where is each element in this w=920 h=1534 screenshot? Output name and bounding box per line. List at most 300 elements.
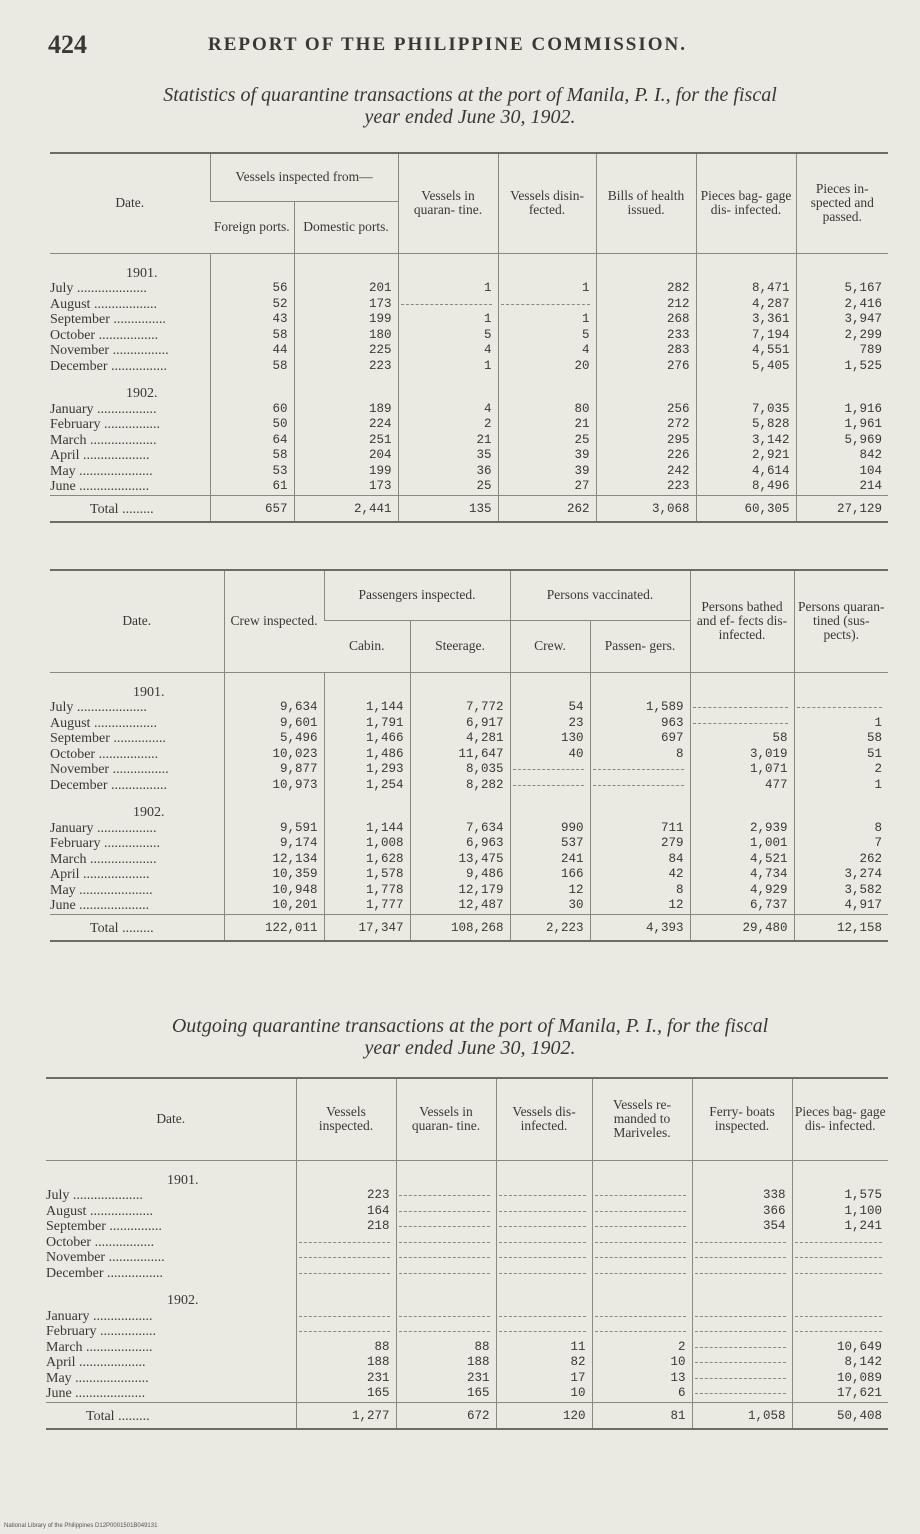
month-cell: August .................. [46,1203,153,1219]
year-row [46,1160,888,1188]
table-cell: 58 [210,328,294,344]
spacer-cell [398,374,498,402]
month-cell: April ................... [50,867,150,882]
table-cell: 52 [210,297,294,313]
header-bills: Bills of health issued. [596,153,696,253]
caption-line: year ended June 30, 1902. [364,1037,576,1059]
table-cell: 5,828 [696,417,796,433]
table-cell: 9,486 [410,867,510,883]
table-row [50,433,888,449]
table-cell: 12,487 [410,898,510,914]
persons-table [50,569,888,942]
spacer-cell [224,672,324,700]
empty-dash [595,1226,686,1227]
outgoing-table [46,1077,888,1430]
year-label: 1902. [126,386,158,401]
table-cell: 3,142 [696,433,796,449]
table-cell: 3,947 [796,312,888,328]
month-cell: October ................. [46,1234,155,1250]
page-number: 424 [48,30,87,59]
header-vessels-from: Vessels inspected from— [210,153,398,201]
table-cell: 214 [796,479,888,495]
table-cell: 10,948 [224,883,324,899]
table-cell: 7 [794,836,888,852]
table-row [46,1386,888,1402]
table-cell: 1 [498,281,596,297]
empty-dash [499,1242,586,1243]
month-cell: July .................... [46,1188,143,1203]
table-cell: 1,777 [324,898,410,914]
empty-dash [499,1257,586,1258]
table-cell [510,762,590,778]
table-cell [396,1324,496,1340]
table-cell: 50 [210,417,294,433]
table-cell [592,1324,692,1340]
table-row [50,328,888,344]
month-cell: September ............... [46,1219,162,1234]
spacer-cell [410,793,510,821]
empty-dash [399,1211,490,1212]
month-cell: February ................ [50,417,161,432]
table-cell: 2 [794,762,888,778]
empty-dash [499,1273,586,1274]
table-cell: 4 [398,402,498,418]
empty-dash [299,1316,390,1317]
table-cell: 1,916 [796,402,888,418]
table-cell: 276 [596,359,696,375]
table-cell: 212 [596,297,696,313]
table-cell: 242 [596,464,696,480]
table-cell: 9,174 [224,836,324,852]
total-cell: 1,277 [296,1402,396,1429]
table-cell: 241 [510,852,590,868]
table-cell: 537 [510,836,590,852]
table-cell: 10,201 [224,898,324,914]
table-cell [692,1340,792,1356]
empty-dash [695,1362,786,1363]
table-cell [496,1250,592,1266]
spacer-cell [690,672,794,700]
table-cell: 166 [510,867,590,883]
total-row [50,914,888,941]
spacer-cell [792,1160,888,1188]
table-cell [692,1266,792,1282]
table-cell: 165 [396,1386,496,1402]
table-cell: 1,791 [324,716,410,732]
empty-dash [795,1257,883,1258]
spacer-cell [592,1160,692,1188]
table-cell: 789 [796,343,888,359]
table-cell: 1 [794,716,888,732]
table-row [50,883,888,899]
header-disinfected: Vessels disin- fected. [498,153,596,253]
table-cell [296,1309,396,1325]
spacer-cell [324,793,410,821]
month-cell: March ................... [46,1339,153,1355]
header-vaccinated-crew: Crew. [510,620,590,672]
empty-dash [693,723,788,724]
table-cell: 6,737 [690,898,794,914]
total-cell: 135 [398,495,498,522]
table-cell: 1,008 [324,836,410,852]
table-cell: 1,578 [324,867,410,883]
header-vessels-remanded: Vessels re- manded to Mariveles. [592,1078,692,1160]
table-cell: 3,361 [696,312,796,328]
month-cell: May ..................... [50,463,153,479]
empty-dash [795,1273,883,1274]
table-row [50,700,888,716]
empty-dash [595,1195,686,1196]
total-label: Total ......... [50,914,224,941]
table-cell [692,1309,792,1325]
table-cell: 9,591 [224,821,324,837]
table-cell: 13 [592,1371,692,1387]
spacer-cell [294,374,398,402]
spacer-cell [396,1160,496,1188]
empty-dash [797,707,883,708]
table-row [50,448,888,464]
header-vaccinated-passengers: Passen- gers. [590,620,690,672]
empty-dash [595,1242,686,1243]
table-cell: 1,466 [324,731,410,747]
table-cell [296,1235,396,1251]
table-cell: 1 [498,312,596,328]
empty-dash [695,1378,786,1379]
table-row [46,1340,888,1356]
spacer-cell [792,1281,888,1309]
table-cell: 173 [294,479,398,495]
table-cell: 53 [210,464,294,480]
month-cell: April ................... [46,1355,146,1370]
table-cell: 5,167 [796,281,888,297]
header-baggage: Pieces bag- gage dis- infected. [696,153,796,253]
header-date: Date. [50,570,224,672]
table-cell: 64 [210,433,294,449]
total-row [50,495,888,522]
header-foreign: Foreign ports. [210,201,294,253]
empty-dash [695,1242,786,1243]
table-cell: 8,496 [696,479,796,495]
total-cell: 27,129 [796,495,888,522]
table-cell: 8,142 [792,1355,888,1371]
empty-dash [399,1242,490,1243]
table-cell: 35 [398,448,498,464]
total-cell: 108,268 [410,914,510,941]
month-cell: June .................... [50,479,150,494]
month-cell: March ................... [50,432,157,448]
total-cell: 672 [396,1402,496,1429]
total-cell: 12,158 [794,914,888,941]
table-cell: 21 [398,433,498,449]
year-row [50,253,888,281]
total-row [46,1402,888,1429]
empty-dash [593,769,684,770]
month-cell: March ................... [50,851,157,867]
table-cell: 4 [398,343,498,359]
table-cell [592,1219,692,1235]
table-cell [396,1188,496,1204]
empty-dash [499,1226,586,1227]
table-cell [396,1250,496,1266]
table-cell: 82 [496,1355,592,1371]
spacer-cell [696,374,796,402]
table-cell: 60 [210,402,294,418]
month-cell: April ................... [50,448,150,463]
table-cell [396,1309,496,1325]
table-cell: 8 [590,883,690,899]
table-cell: 1,241 [792,1219,888,1235]
table-cell: 54 [510,700,590,716]
table-cell: 8,282 [410,778,510,794]
empty-dash [695,1331,786,1332]
header-date: Date. [50,153,210,253]
table-cell: 10,649 [792,1340,888,1356]
table-cell: 3,582 [794,883,888,899]
year-label: 1902. [167,1293,199,1308]
table-cell: 130 [510,731,590,747]
table-cell: 39 [498,448,596,464]
table-cell: 272 [596,417,696,433]
month-cell: September ............... [50,731,166,746]
spacer-cell [498,253,596,281]
table-cell: 204 [294,448,398,464]
header-in-quarantine: Vessels in quaran- tine. [398,153,498,253]
table-cell: 10,023 [224,747,324,763]
total-cell: 60,305 [696,495,796,522]
table3-caption [40,1015,900,1059]
table-cell: 231 [396,1371,496,1387]
table-cell [592,1250,692,1266]
empty-dash [595,1331,686,1332]
month-cell: October ................. [50,746,159,762]
spacer-cell [794,793,888,821]
table-cell [692,1355,792,1371]
table-cell: 8 [590,747,690,763]
table-cell: 4,281 [410,731,510,747]
table-cell [590,762,690,778]
table-cell: 11,647 [410,747,510,763]
empty-dash [695,1393,786,1394]
table-row [50,836,888,852]
month-cell: February ................ [50,836,161,851]
total-cell: 2,223 [510,914,590,941]
table-cell [296,1324,396,1340]
table1-caption [40,84,900,128]
spacer-cell [396,1281,496,1309]
header-vessels-quarantine: Vessels in quaran- tine. [396,1078,496,1160]
table-cell [692,1250,792,1266]
table-cell: 251 [294,433,398,449]
header-quarantined: Persons quaran- tined (sus- pects). [794,570,888,672]
table-cell: 1,293 [324,762,410,778]
table-body [50,672,888,941]
month-cell: January ................. [50,820,157,836]
table-cell [690,716,794,732]
spacer-cell [696,253,796,281]
empty-dash [695,1257,786,1258]
table-cell [592,1309,692,1325]
table-cell: 1,071 [690,762,794,778]
table-row [46,1324,888,1340]
table-cell: 2,416 [796,297,888,313]
table-cell: 21 [498,417,596,433]
table-cell [496,1266,592,1282]
month-cell: July .................... [50,700,147,715]
table-cell [692,1371,792,1387]
table-row [46,1309,888,1325]
spacer-cell [294,253,398,281]
table-cell [792,1235,888,1251]
table-cell: 12 [590,898,690,914]
table-cell: 13,475 [410,852,510,868]
empty-dash [299,1257,390,1258]
table-cell: 279 [590,836,690,852]
empty-dash [695,1273,786,1274]
table-cell: 58 [794,731,888,747]
table-cell: 10,973 [224,778,324,794]
table-cell: 173 [294,297,398,313]
table-cell: 6,963 [410,836,510,852]
table-cell: 7,194 [696,328,796,344]
table-cell: 25 [498,433,596,449]
table-cell: 58 [210,359,294,375]
table-cell: 58 [690,731,794,747]
table-cell: 56 [210,281,294,297]
table-cell: 366 [692,1204,792,1220]
spacer-cell [796,374,888,402]
table-cell: 2,921 [696,448,796,464]
table-cell: 1,961 [796,417,888,433]
table-cell: 4,917 [794,898,888,914]
table-cell [690,700,794,716]
spacer-cell [296,1160,396,1188]
table-cell [396,1235,496,1251]
table-cell [792,1266,888,1282]
table-cell: 51 [794,747,888,763]
table-cell: 3,019 [690,747,794,763]
table-cell [496,1188,592,1204]
table-cell: 2 [398,417,498,433]
table-cell: 1 [398,359,498,375]
table-cell: 963 [590,716,690,732]
total-cell: 3,068 [596,495,696,522]
empty-dash [795,1242,883,1243]
table-row [46,1235,888,1251]
table-cell: 58 [210,448,294,464]
spacer-cell [590,793,690,821]
table-cell: 2,939 [690,821,794,837]
table-cell: 5 [498,328,596,344]
table-cell: 4 [498,343,596,359]
table-row [46,1266,888,1282]
table-cell: 1,778 [324,883,410,899]
table-cell: 1,144 [324,821,410,837]
table-body [46,1160,888,1429]
table-cell: 1,001 [690,836,794,852]
table-row [50,359,888,375]
total-cell: 29,480 [690,914,794,941]
empty-dash [401,304,492,305]
year-label: 1902. [133,805,165,820]
spacer-cell [296,1281,396,1309]
table-cell: 256 [596,402,696,418]
total-cell: 81 [592,1402,692,1429]
table-cell: 4,734 [690,867,794,883]
table-row [50,716,888,732]
table-cell [792,1309,888,1325]
table-cell: 1 [398,281,498,297]
spacer-cell [596,253,696,281]
table-cell: 2,299 [796,328,888,344]
header-domestic: Domestic ports. [294,201,398,253]
table-cell: 104 [796,464,888,480]
table-cell: 5,969 [796,433,888,449]
incoming-vessels-table [50,152,888,523]
table-cell: 7,772 [410,700,510,716]
table-cell: 43 [210,312,294,328]
table-cell: 9,601 [224,716,324,732]
table-cell: 282 [596,281,696,297]
header-vessels-disinfected: Vessels dis- infected. [496,1078,592,1160]
table-row [50,778,888,794]
table-cell: 231 [296,1371,396,1387]
table-cell: 25 [398,479,498,495]
spacer-cell [510,793,590,821]
table-row [50,312,888,328]
table-cell [794,700,888,716]
table-row [50,852,888,868]
table-cell: 1,525 [796,359,888,375]
table-cell [296,1250,396,1266]
table-cell: 842 [796,448,888,464]
table-row [50,297,888,313]
spacer-cell [510,672,590,700]
table-cell: 30 [510,898,590,914]
table-cell [496,1219,592,1235]
spacer-cell [496,1160,592,1188]
table-cell: 8,035 [410,762,510,778]
empty-dash [595,1316,686,1317]
table-cell [590,778,690,794]
table-cell: 9,634 [224,700,324,716]
table-cell: 224 [294,417,398,433]
spacer-cell [324,672,410,700]
table-cell: 223 [596,479,696,495]
table-cell: 8 [794,821,888,837]
table-cell: 1,254 [324,778,410,794]
table-cell: 268 [596,312,696,328]
table-cell: 1,628 [324,852,410,868]
table-cell: 5,496 [224,731,324,747]
table-row [46,1371,888,1387]
table-cell: 8,471 [696,281,796,297]
table-cell: 4,929 [690,883,794,899]
table-row [50,479,888,495]
empty-dash [513,769,584,770]
empty-dash [795,1331,883,1332]
table-cell [398,297,498,313]
empty-dash [399,1316,490,1317]
month-cell: June .................... [46,1386,146,1401]
header-baggage: Pieces bag- gage dis- infected. [792,1078,888,1160]
spacer-cell [498,374,596,402]
spacer-cell [398,253,498,281]
scan-credit: National Library of the Philippines D12P0001501B049131 [4,1523,158,1529]
total-cell: 17,347 [324,914,410,941]
table-cell [692,1235,792,1251]
table-cell: 1,144 [324,700,410,716]
table-cell: 1,100 [792,1204,888,1220]
